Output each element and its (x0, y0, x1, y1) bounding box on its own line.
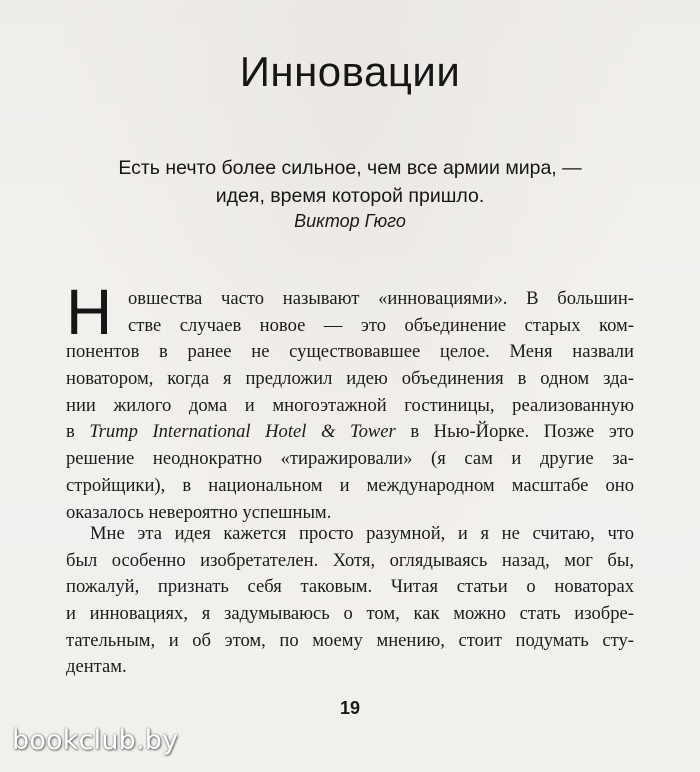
text-line: и инновациях, я задумываюсь о том, как можно стать изобре- (66, 603, 634, 625)
page-number: 19 (339, 698, 361, 718)
text-line: овшества часто называют «инновациями». В большин- (128, 288, 634, 309)
epigraph-author: Виктор Гюго (294, 211, 406, 231)
site-watermark: bookclub.by (12, 725, 179, 756)
text-fragment: в Нью-Йорке. Позже это (395, 421, 634, 443)
text-line: стве случаев новое — это объединение старых ком- (128, 314, 634, 336)
epigraph-line: Есть нечто более сильное, чем все армии мира, — (118, 157, 582, 179)
hotel-name-italic: Trump International Hotel & Tower (89, 421, 396, 443)
epigraph-line: идея, время которой пришло. (215, 185, 485, 207)
text-line: стройщики), в национальном и международном масштабе оно (66, 474, 634, 496)
chapter-title: Инновации (239, 48, 461, 95)
text-line: оказалось невероятно успешным. (66, 501, 332, 523)
text-line: был особенно изобретателен. Хотя, оглядываясь назад, мог бы, (66, 549, 634, 571)
text-line: понентов в ранее не существовавшее целое. Меня назвали (66, 341, 634, 363)
text-line: тательным, и об этом, по моему мнению, стоит подумать сту- (66, 629, 634, 651)
paragraph-1 (66, 286, 634, 526)
text-fragment: в (66, 421, 90, 443)
text-line: дентам. (66, 656, 127, 678)
text-line: решение неоднократно «тиражировали» (я сам и другие за- (66, 448, 634, 470)
epigraph (60, 154, 640, 210)
paragraph-2 (66, 521, 634, 681)
text-line: новатором, когда я предложил идею объединения в одном зда- (66, 368, 634, 390)
text-line: пожалуй, признать себя таковым. Читая статьи о новаторах (66, 576, 634, 598)
text-line: нии жилого дома и многоэтажной гостиницы, реализованную (66, 394, 634, 416)
drop-cap: Н (66, 276, 113, 348)
text-line: Мне эта идея кажется просто разумной, и я не считаю, что (90, 523, 634, 544)
text-line-with-italic (66, 419, 634, 446)
